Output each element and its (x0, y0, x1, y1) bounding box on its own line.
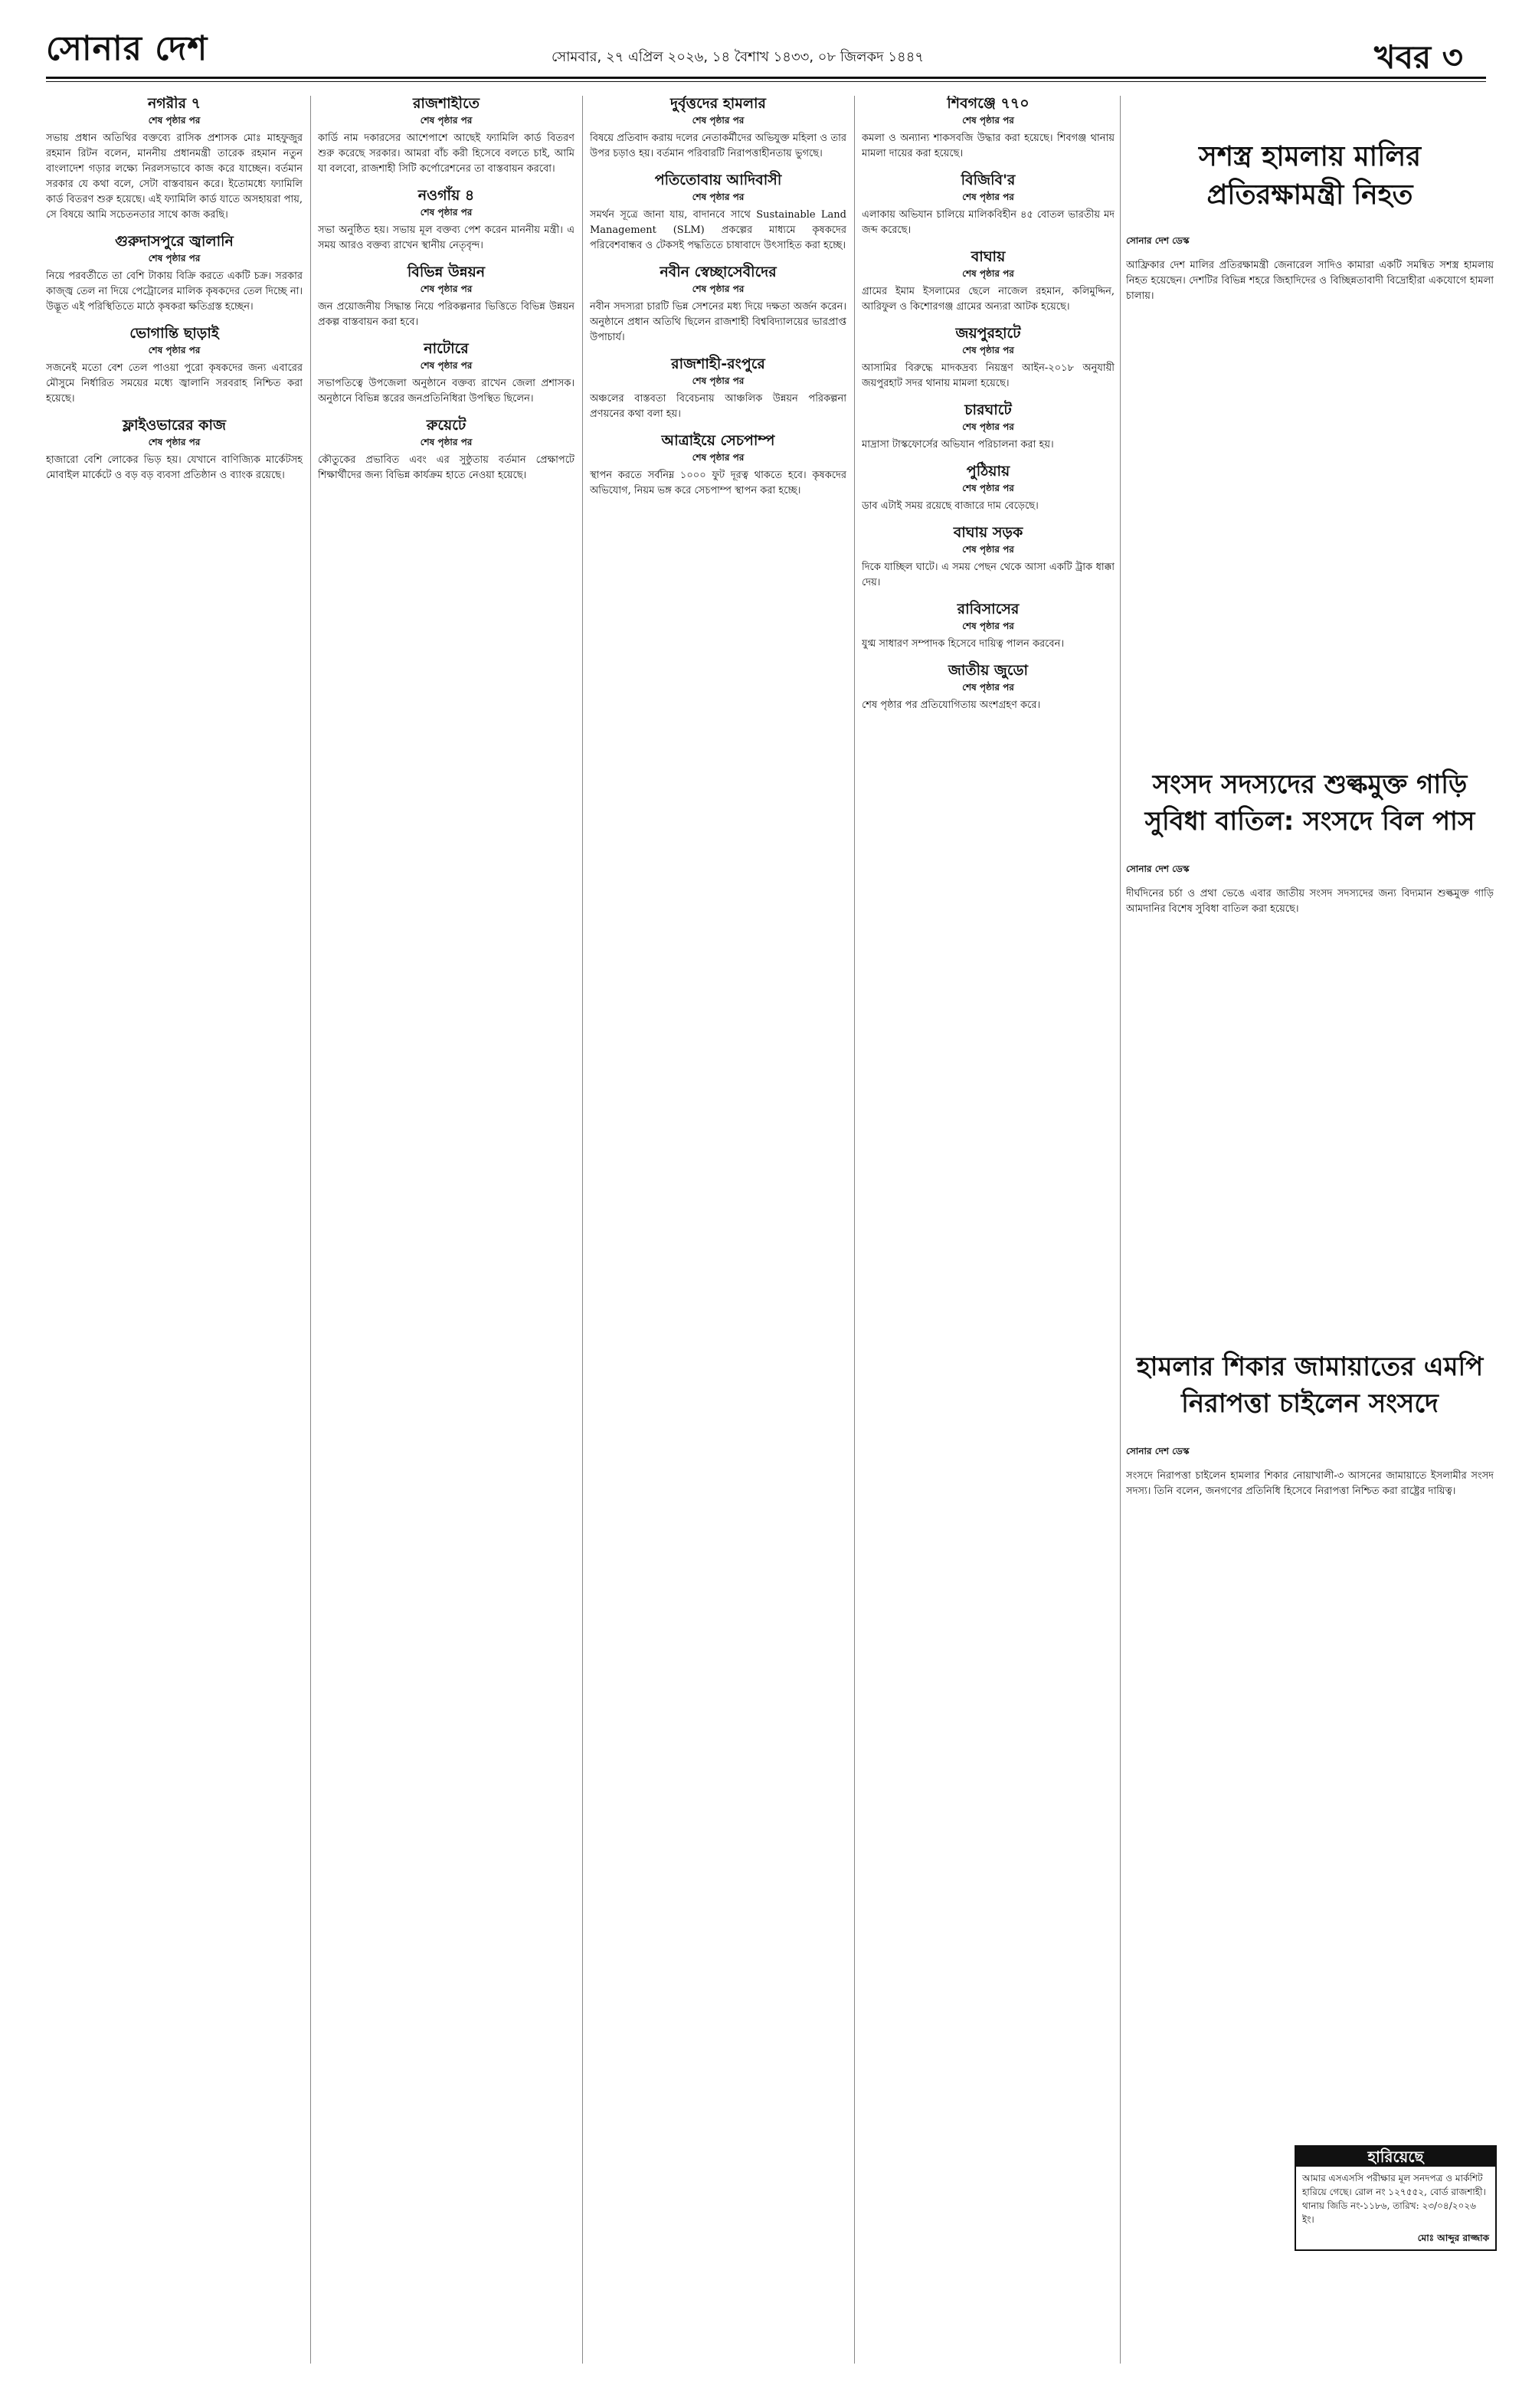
column-divider (310, 96, 311, 2364)
column-divider (582, 96, 583, 2364)
lost-notice-body: আমার এসএসসি পরীক্ষার মূল সনদপত্র ও মার্কশিট হারিয়ে গেছে। রোল নং ১২৭৫৫২, বোর্ড রাজশাহী। থানায় জিডি নং-১১৮৬, তারিখ: ২৩/০৪/২০২৬ ইং। (1302, 2173, 1486, 2225)
article: গুরুদাসপুরে জ্বালানি শেষ পৃষ্ঠার পর নিয়ে পরবর্তীতে তা বেশি টাকায় বিক্রি করতে একটি চক্র। সরকার কাজ্জ্ব তেল না দিয়ে পেট্রোলের মালিক কৃষকদের তেল দিচ্ছে না। উদ্ভূত এই পরিস্থিতিতে মাঠে কৃষকরা ক্ষতিগ্রস্ত হচ্ছেন। (46, 233, 303, 313)
article: পতিতোবায় আদিবাসী শেষ পৃষ্ঠার পর সমর্থন সূত্রে জানা যায়, বাদানবে সাথে Sustainable Land Management (SLM) প্রকল্পের মাধ্যমে কৃষকদের পরিবেশবান্ধব ও টেকসই পদ্ধতিতে চাষাবাদে উৎসাহিত করা হচ্ছে। (590, 172, 846, 251)
page-section: খবর ৩ (1374, 38, 1463, 76)
article: ভোগান্তি ছাড়াই শেষ পৃষ্ঠার পর সজনেই মতো বেশ তেল পাওয়া পুরো কৃষকদের জন্য এবারের মৌসুমে নির্ধারিত সময়ের মধ্যে জ্বালানি সরবরাহ নিশ্চিত করা হয়েছে। (46, 325, 303, 405)
column-2 (318, 96, 574, 2364)
article: চারঘাটে শেষ পৃষ্ঠার পর মাদ্রাসা টাস্কফোর্সের অভিযান পরিচালনা করা হয়। (862, 401, 1054, 450)
article: আত্রাইয়ে সেচপাম্প শেষ পৃষ্ঠার পর স্থাপন করতে সর্বনিম্ন ১০০০ ফুট দূরত্ব থাকতে হবে। কৃষকদের অভিযোগ, নিয়ম ভঙ্গ করে সেচপাম্প স্থাপন করা হচ্ছে। (590, 432, 846, 496)
article: রাবিসাসের শেষ পৃষ্ঠার পর যুগ্ম সাধারণ সম্পাদক হিসেবে দায়িত্ব পালন করবেন। (862, 601, 1065, 650)
newspaper-logo: সোনার দেশ (46, 29, 208, 68)
article: পুঠিয়ায় শেষ পৃষ্ঠার পর ডাব এটাই সময় রয়েছে বাজারে দাম বেড়েছে। (862, 463, 1039, 512)
article: ফ্লাইওভারের কাজ শেষ পৃষ্ঠার পর হাজারো বেশি লোকের ভিড় হয়। যেখানে বাণিজ্যিক মার্কেটসহ মোবাইল মার্কেটে ও বড় বড় ব্যবসা প্রতিষ্ঠান ও ব্যাংক রয়েছে। (46, 417, 303, 481)
byline: সোনার দেশ ডেস্ক (1126, 863, 1190, 874)
header-rule (46, 77, 1486, 79)
byline: সোনার দেশ ডেস্ক (1126, 1446, 1190, 1456)
headline-jamaat-mp: হামলার শিকার জামায়াতের এমপি নিরাপত্তা চাইলেন সংসদে (1136, 1351, 1484, 1419)
article: রাজশাহীতে শেষ পৃষ্ঠার পর কার্ডি নাম দকারসের আশেপাশে আছেই ফ্যামিলি কার্ড বিতরণ শুরু করেছে সরকার। আমরা বাঁচ করী হিসেবে বলতে চাই, আমি যা বলবো, রাজশাহী সিটি কর্পোরেশনের তা বাস্তবায়ন করবো। (318, 96, 574, 175)
dateline: সোমবার, ২৭ এপ্রিল ২০২৬, ১৪ বৈশাখ ১৪৩৩, ০৮ জিলকদ ১৪৪৭ (552, 49, 925, 65)
masthead (46, 29, 1494, 75)
article: নবীন স্বেচ্ছাসেবীদের শেষ পৃষ্ঠার পর নবীন সদস্যরা চারটি ভিন্ন সেশনের মধ্য দিয়ে দক্ষতা অর্জন করেন। অনুষ্ঠানে প্রধান অতিথি ছিলেন রাজশাহী বিশ্ববিদ্যালয়ের ভারপ্রাপ্ত উপাচার্য। (590, 264, 846, 343)
story-parliament-cars: সোনার দেশ ডেস্ক দীর্ঘদিনের চর্চা ও প্রথা ভেঙে এবার জাতীয় সংসদ সদস্যদের জন্য বিদ্যমান শুল্কমুক্ত গাড়ি আমদানির বিশেষ সুবিধা বাতিল করা হয়েছে। (1126, 858, 1494, 1333)
story-jamaat-mp: সোনার দেশ ডেস্ক সংসদে নিরাপত্তা চাইলেন হামলার শিকার নোয়াখালী-৩ আসনের জামায়াতে ইসলামীর সংসদ সদস্য। তিনি বলেন, জনগণের প্রতিনিধি হিসেবে নিরাপত্তা নিশ্চিত করা রাষ্ট্রের দায়িত্ব। (1126, 1440, 1494, 2130)
lead-story-mali: সোনার দেশ ডেস্ক আফ্রিকার দেশ মালির প্রতিরক্ষামন্ত্রী জেনারেল সাদিও কামারা একটি সমন্বিত সশস্ত্র হামলায় নিহত হয়েছেন। দেশটির বিভিন্ন শহরে জিহাদিদের ও বিচ্ছিন্নতাবাদী বিদ্রোহীরা একযোগে হামলা চালায়। (1126, 230, 1494, 751)
column-4 (862, 96, 1115, 2364)
headline-parliament-cars: সংসদ সদস্যদের শুল্কমুক্ত গাড়ি সুবিধা বাতিল: সংসদে বিল পাস (1144, 769, 1475, 837)
article: নাটোরে শেষ পৃষ্ঠার পর সভাপতিত্বে উপজেলা অনুষ্ঠানে বক্তব্য রাখেন জেলা প্রশাসক। অনুষ্ঠানে বিভিন্ন স্তরের জনপ্রতিনিধিরা উপস্থিত ছিলেন। (318, 340, 574, 405)
article: বাঘায় সড়ক শেষ পৃষ্ঠার পর দিকে যাচ্ছিল ঘাটে। এ সময় পেছন থেকে আসা একটি ট্রাক ধাক্কা দেয়। (862, 524, 1115, 588)
article: রাজশাহী-রংপুরে শেষ পৃষ্ঠার পর অঞ্চলের বাস্তবতা বিবেচনায় আঞ্চলিক উন্নয়ন পরিকল্পনা প্রণয়নের কথা বলা হয়। (590, 355, 846, 420)
article: জয়পুরহাটে শেষ পৃষ্ঠার পর আসামির বিরুদ্ধে মাদকদ্রব্য নিয়ন্ত্রণ আইন-২০১৮ অনুযায়ী জয়পুরহাট সদর থানায় মামলা হয়েছে। (862, 325, 1115, 389)
column-divider (1120, 96, 1121, 2364)
lead-headline-mali: সশস্ত্র হামলায় মালির প্রতিরক্ষামন্ত্রী নিহত (1198, 141, 1422, 211)
article: জাতীয় জুডো শেষ পৃষ্ঠার পর শেষ পৃষ্ঠার পর প্রতিযোগিতায় অংশগ্রহণ করে। (862, 662, 1041, 711)
article: বিভিন্ন উন্নয়ন শেষ পৃষ্ঠার পর জন প্রয়োজনীয় সিদ্ধান্ত নিয়ে পরিকল্পনার ভিত্তিতে বিভিন্ন উন্নয়ন প্রকল্প বাস্তবায়ন করা হবে। (318, 264, 574, 328)
lost-notice-signature: মোঃ আব্দুর রাজ্জাক (1417, 2233, 1489, 2243)
lost-notice-title: হারিয়েছে (1296, 2147, 1495, 2167)
article: বাঘায় শেষ পৃষ্ঠার পর গ্রামের ইমাম ইসলামের ছেলে নাজেল রহমান, কলিমুদ্দিন, আরিফুল ও কিশোরগঞ্জ গ্রামের অন্যরা আটক হয়েছে। (862, 248, 1115, 313)
header-rule-thin (46, 81, 1486, 82)
article: রুয়েটে শেষ পৃষ্ঠার পর কৌতুকের প্রভাবিত এবং এর সুষ্ঠুতায় বর্তমান প্রেক্ষাপটে শিক্ষার্থীদের জন্য বিভিন্ন কার্যক্রম হাতে নেওয়া হয়েছে। (318, 417, 574, 481)
column-1 (46, 96, 303, 2364)
lost-notice (1295, 2145, 1497, 2251)
column-divider (854, 96, 855, 2364)
column-3 (590, 96, 846, 2364)
article: শিবগঞ্জে ৭৭০ শেষ পৃষ্ঠার পর কমলা ও অন্যান্য শাকসবজি উদ্ধার করা হয়েছে। শিবগঞ্জ থানায় মামলা দায়ের করা হয়েছে। (862, 96, 1115, 159)
article: নগরীর ৭ শেষ পৃষ্ঠার পর সভায় প্রধান অতিথির বক্তব্যে রাসিক প্রশাসক মোঃ মাহফুজুর রহমান রিটন বলেন, মাননীয় প্রধানমন্ত্রী তারেক রহমান নতুন বাংলাদেশ গড়ার লক্ষ্যে নিরলসভাবে কাজ করে যাচ্ছেন। বর্তমান সরকার যে কথা বলে, সেটা বাস্তবায়ন করে। ইতোমধ্যে ফ্যামিলি কার্ড বিতরণ শুরু হয়েছে। এই ফ্যামিলি কার্ড যাতে অসহায়রা পায়, সে বিষয়ে আমি সচেতনতার সাথে কাজ করছি। (46, 96, 303, 221)
article: দুর্বৃত্তদের হামলার শেষ পৃষ্ঠার পর বিষয়ে প্রতিবাদ করায় দলের নেতাকর্মীদের অভিযুক্ত মহিলা ও তার উপর চড়াও হয়। বর্তমান পরিবারটি নিরাপত্তাহীনতায় ভুগছে। (590, 96, 846, 159)
article: বিজিবি'র শেষ পৃষ্ঠার পর এলাকায় অভিযান চালিয়ে মালিকবিহীন ৪৫ বোতল ভারতীয় মদ জব্দ করেছে। (862, 172, 1115, 236)
byline: সোনার দেশ ডেস্ক (1126, 235, 1190, 246)
article: নওগাঁয় ৪ শেষ পৃষ্ঠার পর সভা অনুষ্ঠিত হয়। সভায় মূল বক্তব্য পেশ করেন মাননীয় মন্ত্রী। এ সময় আরও বক্তব্য রাখেন স্থানীয় নেতৃবৃন্দ। (318, 187, 574, 251)
